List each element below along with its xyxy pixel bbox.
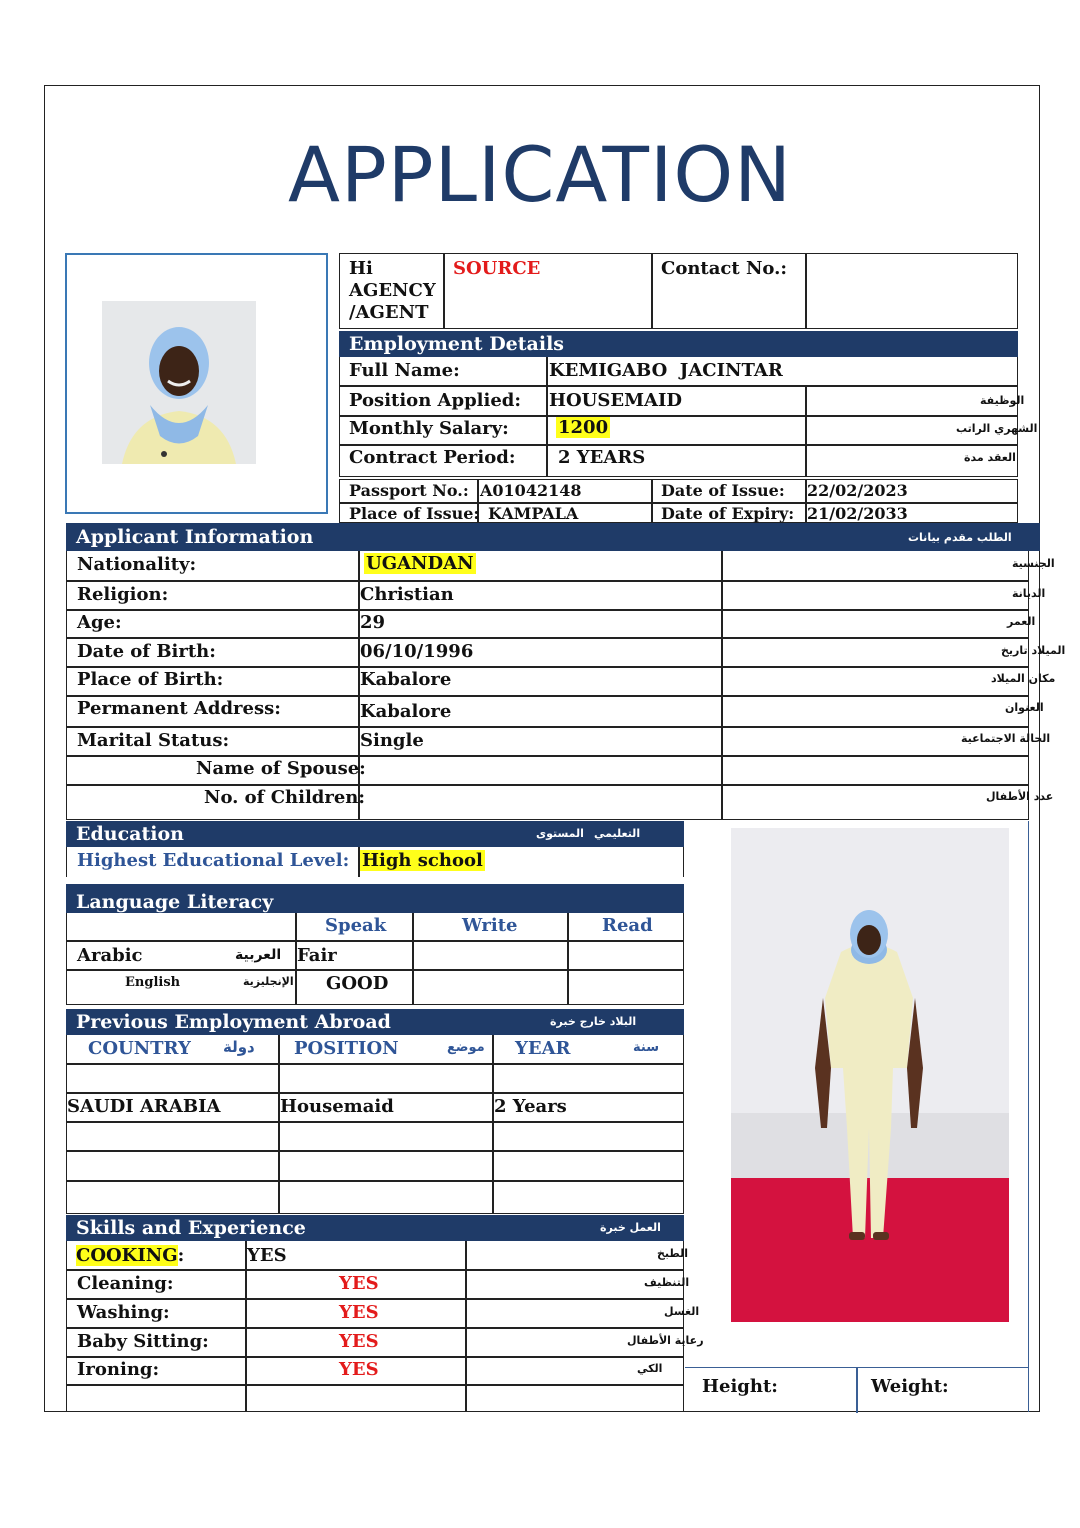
spouse-label: Name of Spouse: (196, 758, 366, 779)
marital-ar: الحالة الاجتماعية (961, 732, 1051, 745)
lang-arabic: Arabic (77, 945, 143, 966)
babysitting-ar: رعاية الأطفال (627, 1334, 704, 1347)
col-position-ar: موضع (447, 1040, 485, 1055)
col-speak: Speak (325, 915, 387, 936)
religion-ar: الديانة (1012, 587, 1046, 600)
applicant-header-ar: الطلب مقدم بيانات (908, 531, 1012, 544)
skills-header-text: Skills and Experience (76, 1217, 306, 1239)
age-label: Age: (77, 612, 122, 633)
col-country: COUNTRY (88, 1038, 191, 1059)
lang-arabic-ar: العربية (235, 947, 282, 963)
applicant-header (66, 523, 1040, 551)
age-ar: العمر (1007, 615, 1036, 628)
expiry-date-value: 21/02/2033 (807, 504, 908, 523)
cleaning-label: Cleaning: (77, 1273, 174, 1294)
pob-label: Place of Birth: (77, 669, 224, 690)
ironing-label: Ironing: (77, 1359, 160, 1380)
nationality-ar: الجنسية (1012, 557, 1055, 570)
previous-table (66, 1035, 684, 1214)
hi-label: Hi (349, 258, 373, 279)
address-label: Permanent Address: (77, 698, 281, 719)
source-label: SOURCE (453, 258, 541, 279)
employment-header (339, 331, 1018, 357)
ironing-ar: الكي (637, 1362, 663, 1375)
address-ar: العنوان (1005, 701, 1044, 714)
height-label: Height: (702, 1376, 778, 1397)
religion-label: Religion: (77, 584, 169, 605)
language-table (66, 913, 684, 1005)
cooking-value: YES (247, 1245, 287, 1266)
passport-table (339, 479, 1018, 523)
salary-ar: الشهري الراتب (956, 422, 1038, 435)
employment-header-text: Employment Details (349, 333, 564, 355)
address-value: Kabalore (360, 701, 452, 722)
skills-header-ar: العمل خبرة (600, 1221, 661, 1234)
pob-value: Kabalore (360, 669, 452, 690)
position-value: HOUSEMAID (549, 390, 683, 411)
marital-value: Single (360, 730, 424, 751)
full-name-label: Full Name: (349, 360, 460, 381)
education-header-ar1: المستوى (536, 827, 584, 840)
height-weight-table (685, 1367, 1029, 1412)
col-position: POSITION (294, 1038, 399, 1059)
prev-year-1: 2 Years (494, 1096, 567, 1117)
skills-table: COOKING: YES الطبخ Cleaning: YES التنظيف Washing: YES الغسل Baby Sitting: YES رعاية الأطفال Ironing: YES الكي (66, 1241, 684, 1412)
marital-label: Marital Status: (77, 730, 230, 751)
passport-no-label: Passport No.: (349, 481, 469, 500)
skills-header (66, 1215, 684, 1241)
applicant-header-text: Applicant Information (76, 526, 314, 548)
babysitting-label: Baby Sitting: (77, 1331, 209, 1352)
agent-label: /AGENT (349, 302, 429, 323)
employment-table (339, 357, 1038, 477)
place-of-issue-value: KAMPALA (488, 504, 579, 523)
washing-ar: الغسل (664, 1305, 700, 1318)
contact-label: Contact No.: (661, 258, 787, 279)
col-year-ar: سنة (633, 1040, 659, 1055)
dob-value: 06/10/1996 (360, 641, 474, 662)
ironing-value: YES (339, 1359, 379, 1380)
lang-english: English (125, 975, 181, 990)
prev-position-1: Housemaid (280, 1096, 394, 1117)
salary-label: Monthly Salary: (349, 418, 509, 439)
washing-label: Washing: (77, 1302, 170, 1323)
age-value: 29 (360, 612, 386, 633)
page-title: APPLICATION (287, 130, 793, 219)
agency-label: AGENCY (349, 280, 436, 301)
contract-ar: العقد مدة (964, 451, 1016, 464)
religion-value: Christian (360, 584, 454, 605)
position-ar: الوظيفة (980, 394, 1025, 407)
full-length-photo (731, 828, 1009, 1322)
passport-no-value: A01042148 (480, 481, 582, 500)
previous-header-ar: البلاد خارج خبرة (550, 1015, 637, 1028)
col-year: YEAR (515, 1038, 571, 1059)
language-header-text: Language Literacy (76, 891, 274, 913)
nationality-value: UGANDAN (366, 553, 474, 574)
children-label: No. of Children: (204, 787, 366, 808)
salary-value: 1200 (558, 417, 609, 438)
previous-header (66, 1009, 684, 1035)
place-of-issue-label: Place of Issue: (349, 504, 480, 523)
col-write: Write (462, 915, 518, 936)
contract-value: 2 YEARS (558, 447, 646, 468)
expiry-date-label: Date of Expiry: (661, 504, 795, 523)
education-header-ar2: التعليمي (594, 827, 641, 840)
dob-label: Date of Birth: (77, 641, 216, 662)
passport-photo-frame (65, 253, 328, 514)
col-country-ar: دولة (223, 1038, 255, 1056)
education-header (66, 821, 684, 847)
cooking-label: COOKING (76, 1245, 178, 1266)
cleaning-value: YES (339, 1273, 379, 1294)
language-header (66, 884, 684, 913)
issue-date-label: Date of Issue: (661, 481, 785, 500)
passport-photo (102, 301, 256, 464)
education-header-text: Education (76, 823, 184, 845)
agency-table (339, 253, 1018, 329)
cleaning-ar: التنظيف (644, 1276, 690, 1289)
contract-label: Contract Period: (349, 447, 516, 468)
education-level-value: High school (362, 850, 483, 871)
position-label: Position Applied: (349, 390, 522, 411)
dob-ar: الميلاد تاريخ (1001, 644, 1066, 657)
babysitting-value: YES (339, 1331, 379, 1352)
full-name-value: KEMIGABO JACINTAR (549, 360, 783, 381)
applicant-table (66, 551, 1066, 820)
col-read: Read (602, 915, 653, 936)
english-speak: GOOD (326, 973, 389, 994)
education-level-label: Highest Educational Level: (77, 850, 350, 871)
education-table (66, 847, 684, 877)
pob-ar: مكان الميلاد (991, 672, 1056, 685)
weight-label: Weight: (871, 1376, 949, 1397)
children-ar: عدد الأطفال (986, 790, 1054, 803)
nationality-label: Nationality: (77, 554, 197, 575)
prev-country-1: SAUDI ARABIA (67, 1096, 221, 1117)
arabic-speak: Fair (297, 945, 337, 966)
previous-header-text: Previous Employment Abroad (76, 1011, 391, 1033)
cooking-ar: الطبخ (657, 1247, 689, 1260)
washing-value: YES (339, 1302, 379, 1323)
issue-date-value: 22/02/2023 (807, 481, 908, 500)
lang-english-ar: الإنجليزية (243, 975, 294, 988)
